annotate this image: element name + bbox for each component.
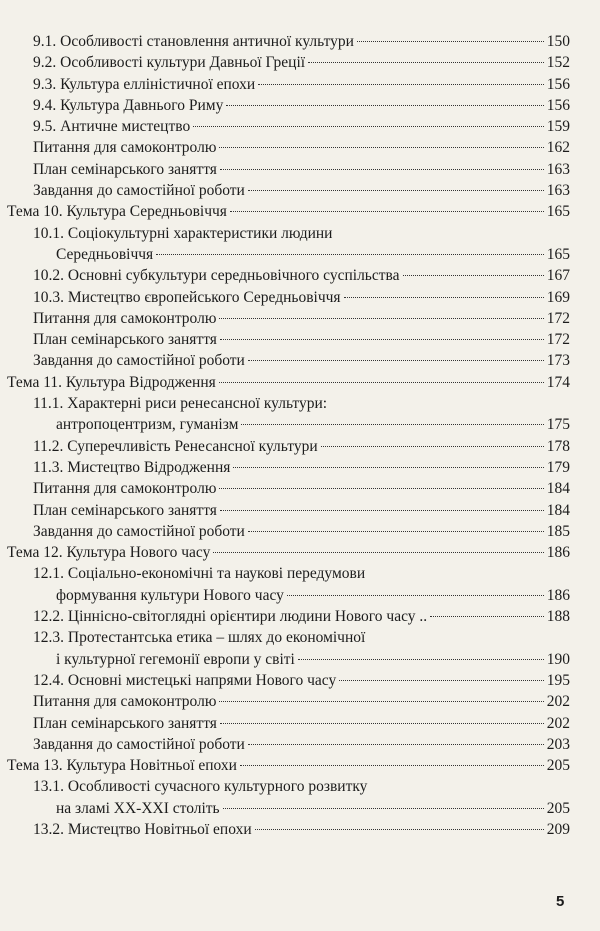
toc-leader-dots xyxy=(219,700,543,702)
toc-entry-title: Завдання до самостійної роботи xyxy=(33,735,245,753)
toc-entry-title: Завдання до самостійної роботи xyxy=(33,522,245,540)
toc-entry-title: План семінарського заняття xyxy=(33,160,217,178)
toc-entry-page: 174 xyxy=(546,373,570,391)
toc-entry-page: 156 xyxy=(546,75,570,93)
toc-entry xyxy=(0,819,600,840)
toc-entry-title: 9.3. Культура елліністичної епохи xyxy=(33,75,256,93)
toc-leader-dots xyxy=(240,764,544,766)
toc-leader-dots xyxy=(220,168,544,170)
toc-entry xyxy=(0,244,600,265)
toc-entry-title: 10.3. Мистецтво європейського Середньовіччя xyxy=(33,288,341,306)
toc-entry-title: 11.3. Мистецтво Відродження xyxy=(33,458,231,476)
toc-leader-dots xyxy=(357,40,544,42)
toc-leader-dots xyxy=(248,359,544,361)
toc-leader-dots xyxy=(255,828,544,830)
toc-leader-dots xyxy=(287,594,544,596)
toc-entry xyxy=(0,755,600,776)
toc-entry xyxy=(0,500,600,521)
toc-entry-title: 12.4. Основні мистецькі напрями Нового часу xyxy=(33,671,337,689)
toc-leader-dots xyxy=(344,296,544,298)
toc-entry-title: 9.4. Культура Давнього Риму xyxy=(33,96,224,114)
toc-entry xyxy=(0,116,600,137)
toc-entry-title: Середньовіччя xyxy=(56,245,154,263)
toc-entry-title: План семінарського заняття xyxy=(33,331,217,349)
toc-leader-dots xyxy=(241,423,543,425)
toc-leader-dots xyxy=(298,658,544,660)
toc-entry-page: 202 xyxy=(546,714,570,732)
toc-entry xyxy=(0,31,600,52)
toc-entry-page: 205 xyxy=(546,799,570,817)
toc-leader-dots xyxy=(193,125,544,127)
toc-entry xyxy=(0,521,600,542)
toc-entry-title: 11.2. Суперечливість Ренесансної культури xyxy=(33,437,318,455)
toc-entry xyxy=(0,563,600,584)
toc-leader-dots xyxy=(339,679,544,681)
toc-entry xyxy=(0,627,600,648)
toc-leader-dots xyxy=(230,210,544,212)
toc-leader-dots xyxy=(248,743,544,745)
toc-leader-dots xyxy=(335,233,567,234)
toc-entry-page: 163 xyxy=(546,182,570,200)
toc-leader-dots xyxy=(248,530,544,532)
toc-entry xyxy=(0,691,600,712)
toc-entry-page: 172 xyxy=(546,309,570,327)
toc-entry xyxy=(0,393,600,414)
toc-leader-dots xyxy=(258,83,544,85)
toc-entry-page: 184 xyxy=(546,501,570,519)
toc-entry xyxy=(0,74,600,95)
toc-entry-title: Питання для самоконтролю xyxy=(33,693,217,711)
toc-entry-title: 12.1. Соціально-економічні та наукові передумови xyxy=(33,565,366,583)
toc-entry xyxy=(0,159,600,180)
toc-entry-page: 172 xyxy=(546,331,570,349)
toc-entry xyxy=(0,52,600,73)
toc-entry xyxy=(0,201,600,222)
toc-entry-title: 12.2. Ціннісно-світоглядні орієнтири людини Нового часу .. xyxy=(33,608,428,626)
toc-entry-page: 185 xyxy=(546,522,570,540)
toc-leader-dots xyxy=(321,445,544,447)
toc-entry-page: 156 xyxy=(546,96,570,114)
toc-entry-page: 184 xyxy=(546,480,570,498)
toc-entry xyxy=(0,478,600,499)
toc-leader-dots xyxy=(220,509,544,511)
toc-entry xyxy=(0,734,600,755)
toc-leader-dots xyxy=(430,615,544,617)
toc-entry-page: 165 xyxy=(546,203,570,221)
toc-entry-title: Питання для самоконтролю xyxy=(33,309,217,327)
toc-entry-page: 186 xyxy=(546,544,570,562)
toc-entry-title: Тема 12. Культура Нового часу xyxy=(7,544,211,562)
toc-entry-title: Тема 10. Культура Середньовіччя xyxy=(7,203,227,221)
toc-entry xyxy=(0,649,600,670)
toc-leader-dots xyxy=(330,403,567,404)
toc-entry-title: Тема 13. Культура Новітньої епохи xyxy=(7,757,237,775)
toc-entry xyxy=(0,137,600,158)
toc-leader-dots xyxy=(219,146,543,148)
toc-entry xyxy=(0,372,600,393)
toc-entry-page: 195 xyxy=(546,671,570,689)
toc-entry-page: 175 xyxy=(546,416,570,434)
toc-entry-page: 163 xyxy=(546,160,570,178)
toc-entry xyxy=(0,457,600,478)
toc-entry-title: 10.2. Основні субкультури середньовічного суспільства xyxy=(33,267,400,285)
toc-entry-title: План семінарського заняття xyxy=(33,714,217,732)
toc-entry xyxy=(0,798,600,819)
toc-entry-title: і культурної гегемонії европи у світі xyxy=(56,650,295,668)
toc-leader-dots xyxy=(233,466,543,468)
toc-entry-page: 203 xyxy=(546,735,570,753)
toc-entry xyxy=(0,585,600,606)
toc-entry-title: Тема 11. Культура Відродження xyxy=(7,373,216,391)
toc-leader-dots xyxy=(213,551,543,553)
toc-entry xyxy=(0,436,600,457)
toc-entry-page: 152 xyxy=(546,54,570,72)
toc-entry xyxy=(0,180,600,201)
toc-leader-dots xyxy=(220,722,544,724)
toc-entry xyxy=(0,95,600,116)
toc-leader-dots xyxy=(220,338,544,340)
toc-entry xyxy=(0,542,600,563)
toc-entry-title: 13.2. Мистецтво Новітньої епохи xyxy=(33,820,252,838)
toc-leader-dots xyxy=(219,487,543,489)
toc-entry-title: Завдання до самостійної роботи xyxy=(33,352,245,370)
toc-entry-title: 13.1. Особливості сучасного культурного розвитку xyxy=(33,778,368,796)
toc-entry-title: 9.2. Особливості культури Давньої Греції xyxy=(33,54,306,72)
toc-entry xyxy=(0,329,600,350)
toc-entry-title: 11.1. Характерні риси ренесансної культури: xyxy=(33,395,328,413)
toc-leader-dots xyxy=(219,317,543,319)
toc-entry-title: Питання для самоконтролю xyxy=(33,480,217,498)
toc-entry-title: 10.1. Соціокультурні характеристики людини xyxy=(33,224,333,242)
table-of-contents xyxy=(0,31,600,840)
toc-entry xyxy=(0,223,600,244)
toc-leader-dots xyxy=(156,253,544,255)
toc-entry-title: Завдання до самостійної роботи xyxy=(33,182,245,200)
toc-entry xyxy=(0,350,600,371)
toc-entry xyxy=(0,713,600,734)
toc-entry-page: 209 xyxy=(546,820,570,838)
toc-entry xyxy=(0,287,600,308)
toc-entry-page: 179 xyxy=(546,458,570,476)
toc-leader-dots xyxy=(403,274,544,276)
toc-entry xyxy=(0,308,600,329)
toc-entry-page: 159 xyxy=(546,118,570,136)
toc-leader-dots xyxy=(308,61,544,63)
toc-leader-dots xyxy=(248,189,544,191)
toc-entry xyxy=(0,670,600,691)
toc-leader-dots xyxy=(223,807,544,809)
toc-entry-page: 173 xyxy=(546,352,570,370)
toc-entry-page: 190 xyxy=(546,650,570,668)
toc-entry-title: 12.3. Протестантська етика – шлях до економічної xyxy=(33,629,366,647)
toc-entry-page: 205 xyxy=(546,757,570,775)
toc-entry-title: План семінарського заняття xyxy=(33,501,217,519)
toc-entry-title: 9.1. Особливості становлення античної культури xyxy=(33,33,354,50)
toc-entry-title: Питання для самоконтролю xyxy=(33,139,217,157)
toc-leader-dots xyxy=(370,786,567,787)
toc-entry-page: 186 xyxy=(546,586,570,604)
toc-leader-dots xyxy=(219,381,544,383)
toc-leader-dots xyxy=(368,637,567,638)
toc-entry xyxy=(0,265,600,286)
toc-entry xyxy=(0,776,600,797)
toc-entry-page: 178 xyxy=(546,437,570,455)
toc-entry-title: 9.5. Античне мистецтво xyxy=(33,118,191,136)
toc-entry-page: 188 xyxy=(546,608,570,626)
toc-entry-title: формування культури Нового часу xyxy=(56,586,284,604)
toc-entry-title: антропоцентризм, гуманізм xyxy=(56,416,239,434)
toc-entry xyxy=(0,606,600,627)
toc-leader-dots xyxy=(226,104,543,106)
toc-entry-page: 169 xyxy=(546,288,570,306)
toc-entry-title: на зламі XX-XXI століть xyxy=(56,799,220,817)
toc-entry xyxy=(0,414,600,435)
toc-leader-dots xyxy=(368,573,567,574)
toc-entry-page: 162 xyxy=(546,139,570,157)
toc-entry-page: 150 xyxy=(546,33,570,50)
toc-entry-page: 167 xyxy=(546,267,570,285)
toc-entry-page: 202 xyxy=(546,693,570,711)
page-number: 5 xyxy=(556,893,565,910)
toc-entry-page: 165 xyxy=(546,245,570,263)
